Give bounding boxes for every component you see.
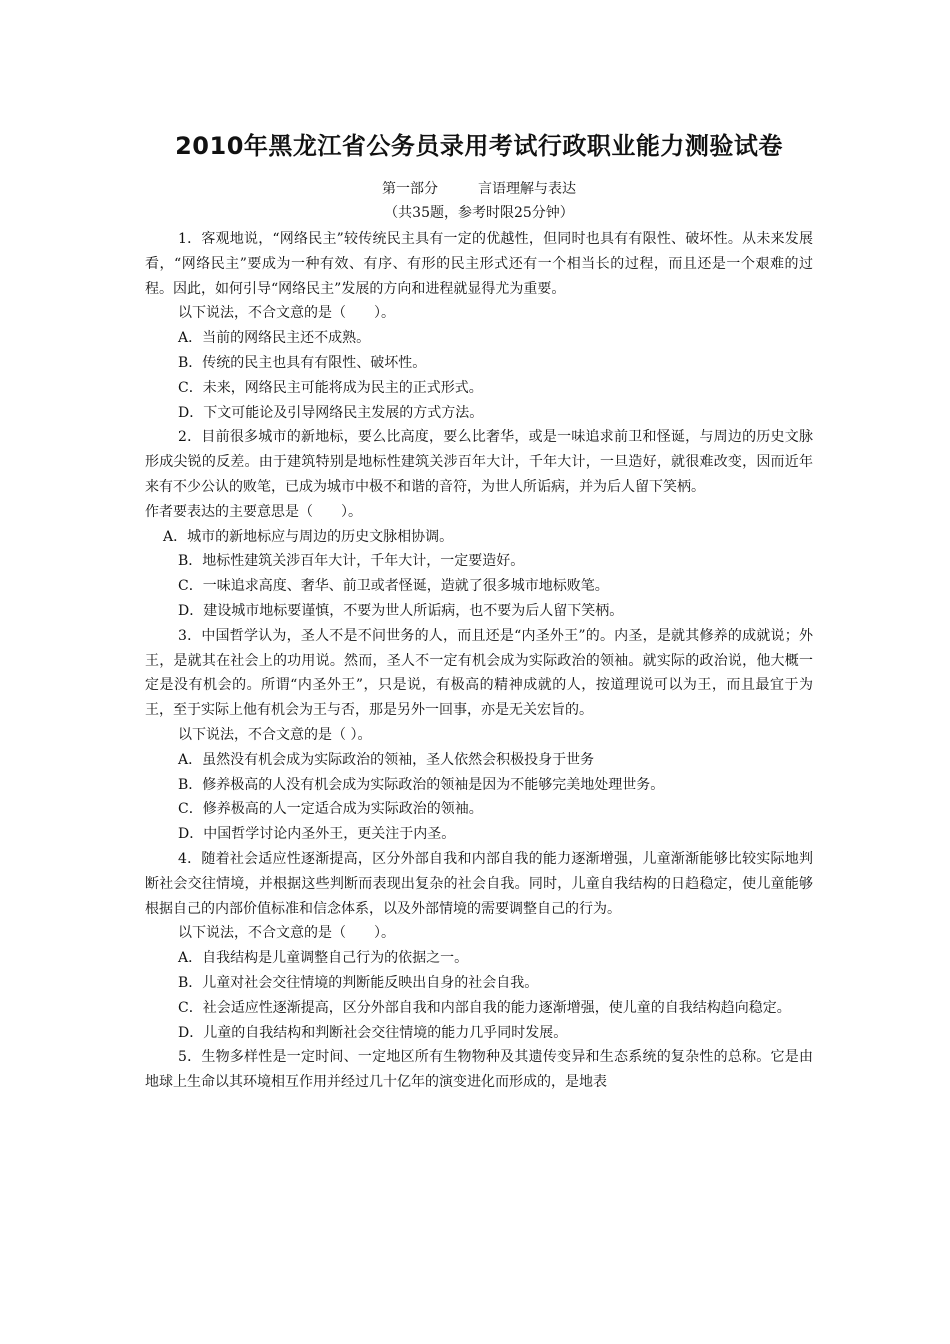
section-heading <box>145 177 813 201</box>
option-b: B．儿童对社会交往情境的判断能反映出自身的社会自我。 <box>178 974 539 991</box>
option-b: B．传统的民主也具有有限性、破坏性。 <box>178 354 427 371</box>
option-a: A．当前的网络民主还不成熟。 <box>178 330 371 347</box>
option-d: D．建设城市地标要谨慎，不要为世人所诟病，也不要为后人留下笑柄。 <box>178 602 624 619</box>
option-b: B．地标性建筑关涉百年大计，千年大计，一定要造好。 <box>178 553 525 570</box>
option-b: B．修养极高的人没有机会成为实际政治的领袖是因为不能够完美地处理世务。 <box>178 776 665 793</box>
option-d: D．儿童的自我结构和判断社会交往情境的能力几乎同时发展。 <box>178 1024 568 1041</box>
question-prompt: 以下说法，不合文意的是（ ）。 <box>178 925 395 942</box>
option-c: C．一味追求高度、奢华、前卫或者怪诞，造就了很多城市地标败笔。 <box>178 578 609 595</box>
part-label: 第一部分 <box>382 181 438 197</box>
part-name: 言语理解与表达 <box>478 181 576 197</box>
question-prompt: 作者要表达的主要意思是（ ）。 <box>145 503 362 520</box>
option-c: C．社会适应性逐渐提高，区分外部自我和内部自我的能力逐渐增强，使儿童的自我结构趋向稳定。 <box>178 999 791 1016</box>
option-c: C．修养极高的人一定适合成为实际政治的领袖。 <box>178 801 483 818</box>
question-stem: 1．客观地说，“网络民主”较传统民主具有一定的优越性，但同时也具有有限性、破坏性。从未来发展看，“网络民主”要成为一种有效、有序、有形的民主形式还有一个相当长的过程，而且还是一个艰难的过程。因此，如何引导“网络民主”发展的方向和进程就显得尤为重要。 <box>145 231 813 297</box>
question-stem: 5．生物多样性是一定时间、一定地区所有生物物种及其遗传变异和生态系统的复杂性的总称。它是由地球上生命以其环境相互作用并经过几十亿年的演变进化而形成的，是地表 <box>145 1049 813 1091</box>
option-d: D．中国哲学讨论内圣外王，更关注于内圣。 <box>178 826 456 843</box>
document-page <box>145 128 813 1095</box>
option-c: C．未来，网络民主可能将成为民主的正式形式。 <box>178 379 483 396</box>
question-prompt: 以下说法，不合文意的是（ ）。 <box>178 305 395 322</box>
option-a: A．自我结构是儿童调整自己行为的依据之一。 <box>178 950 469 967</box>
option-a: A．城市的新地标应与周边的历史文脉相协调。 <box>163 528 454 545</box>
question-stem: 2．目前很多城市的新地标，要么比高度，要么比奢华，或是一味追求前卫和怪诞，与周边的历史文脉形成尖锐的反差。由于建筑特别是地标性建筑关涉百年大计，千年大计，一旦造好，就很难改变，因而近年来有不少公认的败笔，已成为城市中极不和谐的音符，为世人所诟病，并为后人留下笑柄。 <box>145 429 813 495</box>
part-note: （共35题，参考时限25分钟） <box>384 205 574 221</box>
document-title: 2010年黑龙江省公务员录用考试行政职业能力测验试卷 <box>175 132 783 160</box>
question-stem: 3．中国哲学认为，圣人不是不问世务的人，而且还是“内圣外王”的。内圣，是就其修养的成就说；外王，是就其在社会上的功用说。然而，圣人不一定有机会成为实际政治的领袖。就实际的政治说，他大概一定是没有机会的。所谓“内圣外王”，只是说，有极高的精神成就的人，按道理说可以为王，而且最宜于为王，至于实际上他有机会为王与否，那是另外一回事，亦是无关宏旨的。 <box>145 627 813 719</box>
option-a: A．虽然没有机会成为实际政治的领袖，圣人依然会积极投身于世务 <box>178 751 595 768</box>
question-prompt: 以下说法，不合文意的是（ ）。 <box>178 726 372 743</box>
option-d: D．下文可能论及引导网络民主发展的方式方法。 <box>178 404 484 421</box>
question-stem: 4．随着社会适应性逐渐提高，区分外部自我和内部自我的能力逐渐增强，儿童渐渐能够比较实际地判断社会交往情境，并根据这些判断而表现出复杂的社会自我。同时，儿童自我结构的日趋稳定，使儿童能够根据自己的内部价值标准和信念体系，以及外部情境的需要调整自己的行为。 <box>145 850 813 917</box>
